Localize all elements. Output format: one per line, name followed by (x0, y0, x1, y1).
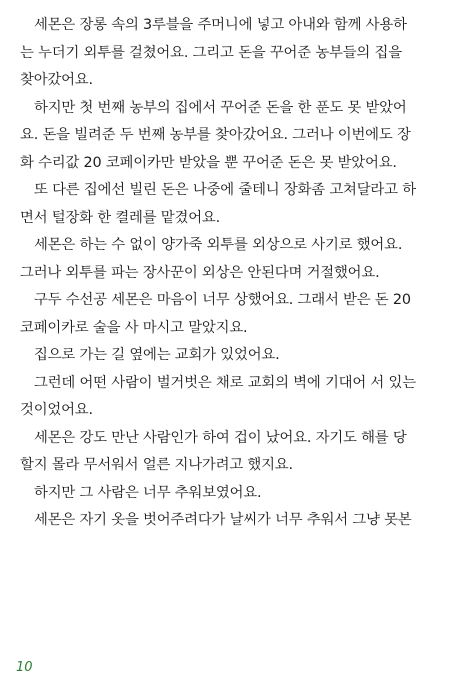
text-line: 것이었어요. (20, 402, 93, 418)
text-line: 세몬은 자기 옷을 벗어주려다가 날씨가 너무 추워서 그냥 못본 (34, 512, 412, 528)
text-line: 는 누더기 외투를 걸쳤어요. 그리고 돈을 꾸어준 농부들의 집을 (20, 44, 402, 61)
text-line: 세몬은 강도 만난 사람인가 하여 겁이 났어요. 자기도 해를 당 (34, 429, 407, 446)
text-line: 찾아갔어요. (20, 72, 93, 88)
text-line: 집으로 가는 길 옆에는 교회가 있었어요. (34, 347, 280, 363)
text-line: 그런데 어떤 사람이 벌거벗은 채로 교회의 벽에 기대어 서 있는 (34, 374, 416, 391)
page-number: 10 (16, 660, 33, 675)
story-text (20, 12, 460, 535)
text-line: 구두 수선공 세몬은 마음이 너무 상했어요. 그래서 받은 돈 20 (34, 292, 411, 308)
text-line: 요. 돈을 빌려준 두 번째 농부를 찾아갔어요. 그러나 이번에도 장 (20, 127, 411, 143)
text-line: 그러나 외투를 파는 장사꾼이 외상은 안된다며 거절했어요. (20, 264, 380, 281)
text-line: 화 수리값 20 코페이카만 받았을 뿐 꾸어준 돈은 못 받았어요. (20, 154, 397, 171)
text-line: 면서 털장화 한 켤레를 맡겼어요. (20, 209, 220, 226)
text-line: 코페이카로 술을 사 마시고 말았지요. (20, 319, 248, 336)
text-line: 또 다른 집에선 빌린 돈은 나중에 줄테니 장화좀 고쳐달라고 하 (34, 182, 416, 198)
text-line: 하지만 첫 번째 농부의 집에서 꾸어준 돈을 한 푼도 못 받았어 (34, 99, 407, 116)
text-line: 세몬은 하는 수 없이 양가죽 외투를 외상으로 사기로 했어요. (34, 237, 403, 253)
text-line: 하지만 그 사람은 너무 추워보였어요. (34, 484, 262, 501)
text-line: 할지 몰라 무서워서 얼른 지나가려고 했지요. (20, 457, 293, 473)
text-line: 세몬은 장롱 속의 3루블을 주머니에 넣고 아내와 함께 사용하 (34, 17, 407, 33)
